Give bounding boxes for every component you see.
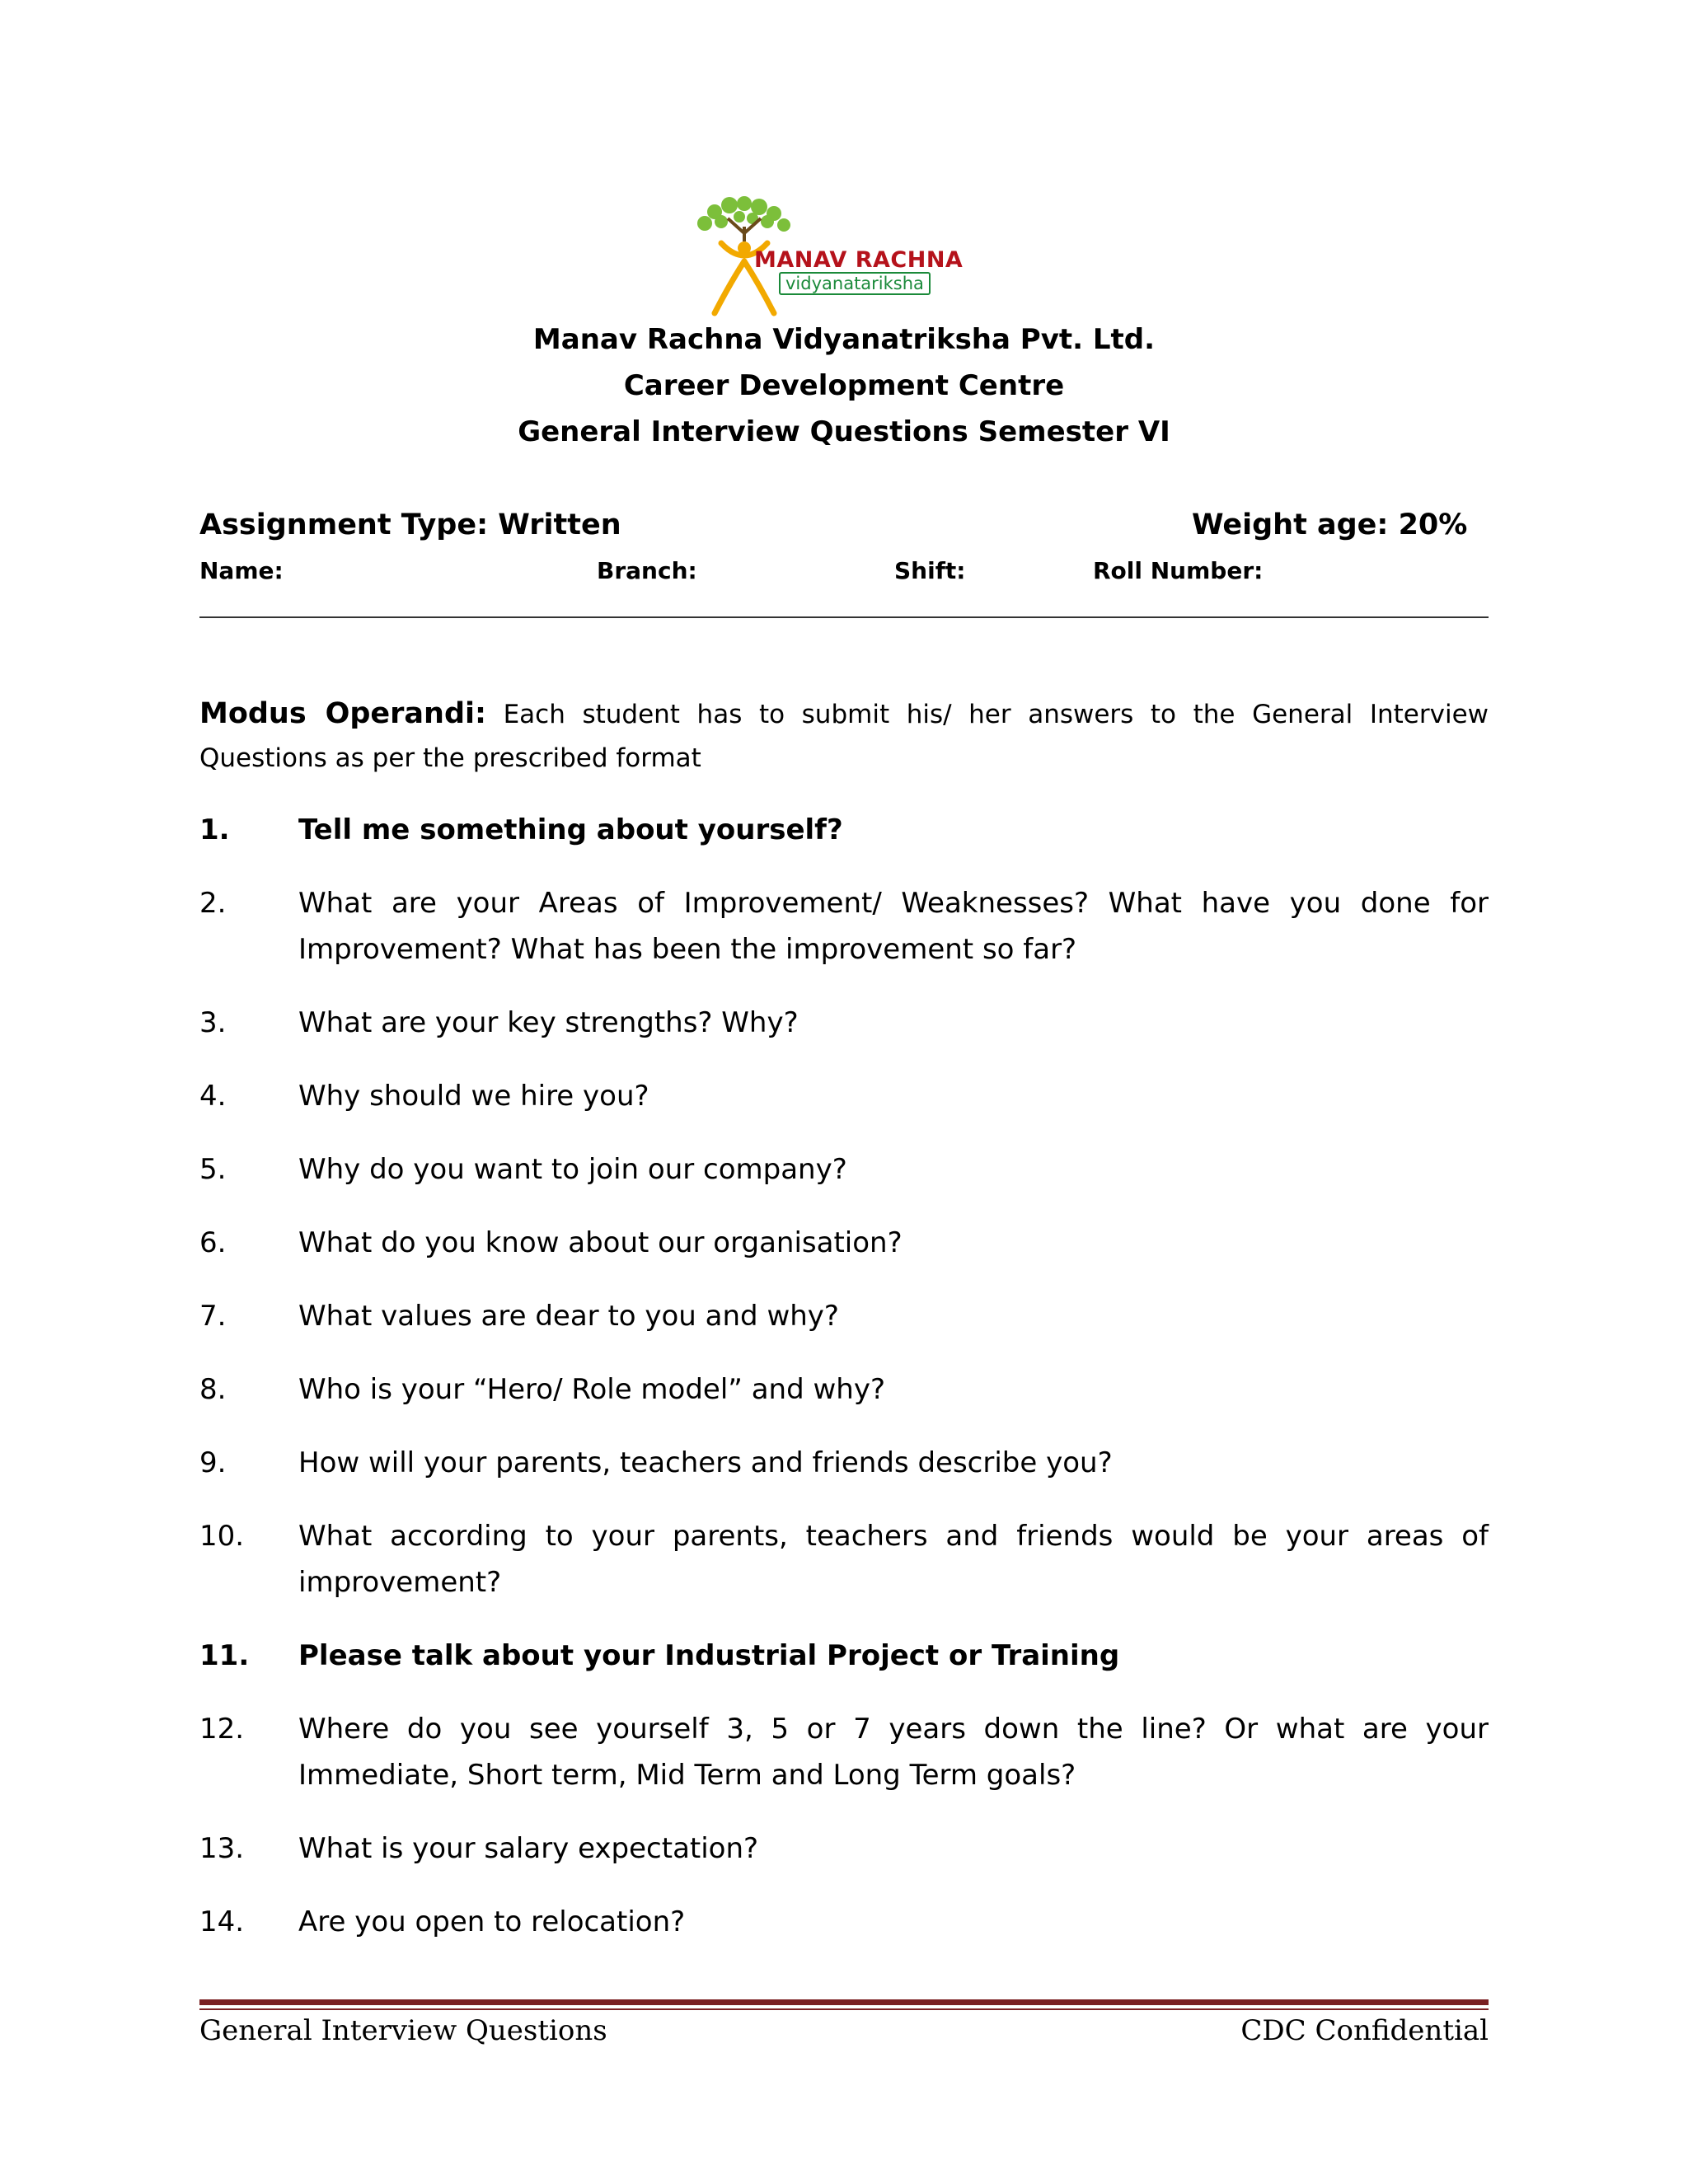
footer-divider-thin — [199, 2008, 1489, 2010]
weightage: Weight age: 20% — [1192, 509, 1468, 541]
list-item: 13. What is your salary expectation? — [199, 1832, 759, 1865]
list-item: 9. How will your parents, teachers and friends describe you? — [199, 1446, 1113, 1479]
logo-brand-text: MANAV RACHNA — [754, 247, 964, 273]
company-name: Manav Rachna Vidyanatriksha Pvt. Ltd. — [532, 323, 1156, 356]
list-item: 3. What are your key strengths? Why? — [199, 1006, 799, 1039]
list-item: 12. Where do you see yourself 3, 5 or 7 years down the line? Or what are your Immediate, Short term, Mid Term and Long Term goals? — [199, 1713, 1489, 1792]
branch-field-label: Branch: — [597, 557, 697, 584]
footer-left-text: General Interview Questions — [199, 2014, 607, 2047]
document-title: General Interview Questions Semester VI — [518, 415, 1170, 448]
list-item: 5. Why do you want to join our company? — [199, 1153, 847, 1186]
list-item: 1. Tell me something about yourself? — [199, 813, 843, 846]
roll-number-field-label: Roll Number: — [1093, 557, 1264, 584]
list-item: 4. Why should we hire you? — [199, 1080, 649, 1113]
list-item: 2. What are your Areas of Improvement/ Weaknesses? What have you done for Improvement? What has been the improvement so far? — [199, 887, 1489, 966]
list-item: 14. Are you open to relocation? — [199, 1905, 686, 1938]
assignment-type: Assignment Type: Written — [199, 509, 621, 541]
footer-divider-thick — [199, 1999, 1489, 2005]
department-name: Career Development Centre — [623, 369, 1065, 402]
modus-text: Each student has to submit his/ her answers to the General Interview Questions as per the prescribed format — [199, 700, 1489, 773]
list-item: 10. What according to your parents, teachers and friends would be your areas of improvement? — [199, 1520, 1489, 1599]
modus-operandi — [199, 692, 1489, 780]
list-item: 11. Please talk about your Industrial Project or Training — [199, 1639, 1120, 1672]
list-item: 7. What values are dear to you and why? — [199, 1300, 839, 1333]
modus-label: Modus Operandi: — [199, 697, 486, 730]
name-field-label: Name: — [199, 557, 284, 584]
list-item: 6. What do you know about our organisation? — [199, 1226, 903, 1259]
shift-field-label: Shift: — [894, 557, 966, 584]
list-item: 8. Who is your “Hero/ Role model” and why? — [199, 1373, 886, 1406]
header-divider — [199, 616, 1489, 618]
logo-tagline: vidyanatariksha — [779, 272, 931, 295]
footer-right-text: CDC Confidential — [1240, 2014, 1489, 2047]
